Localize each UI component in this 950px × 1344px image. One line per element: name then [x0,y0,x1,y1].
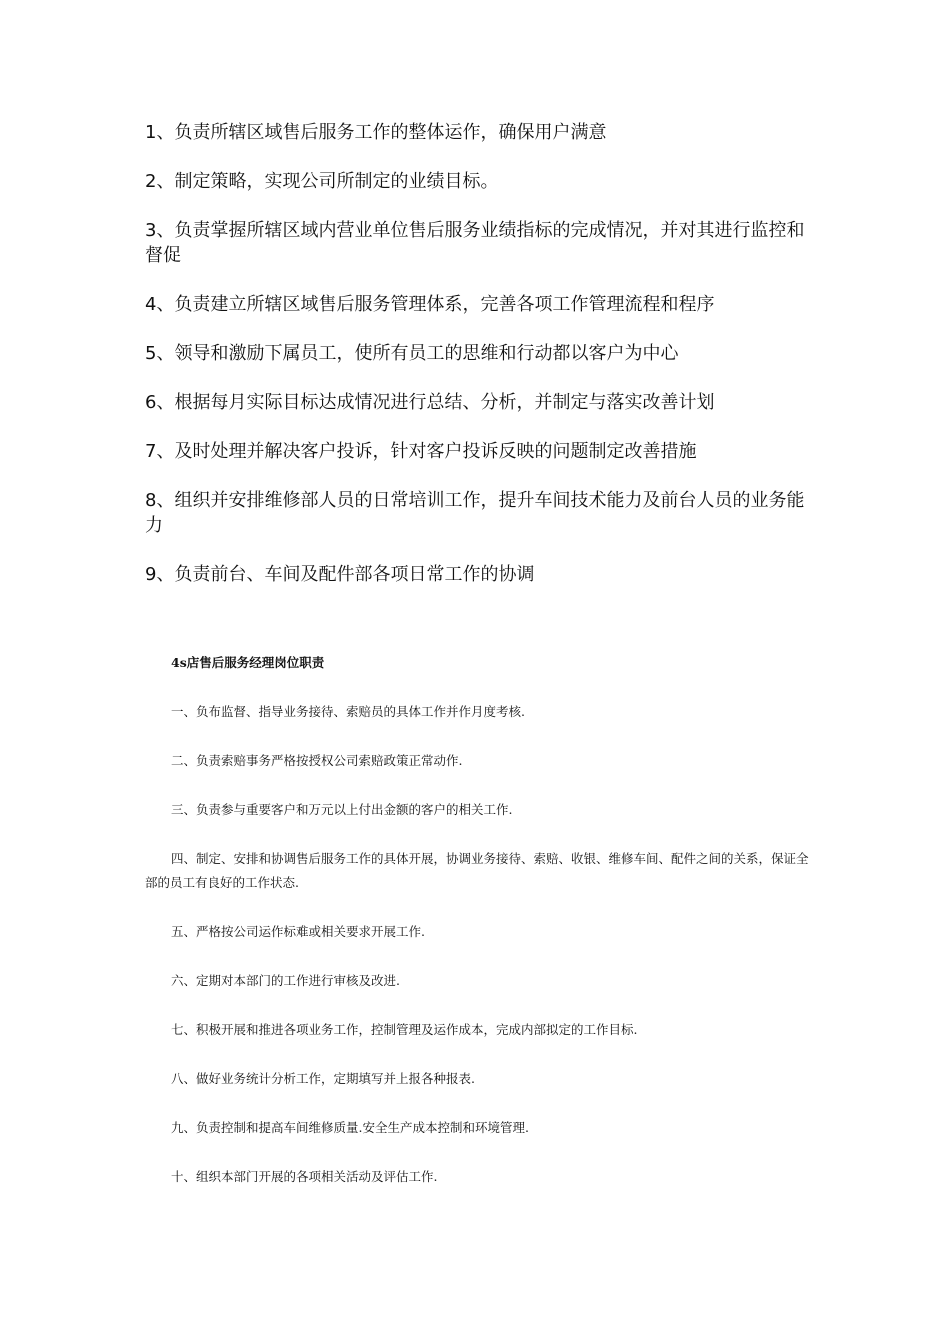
list-item: 3、负责掌握所辖区域内营业单位售后服务业绩指标的完成情况，并对其进行监控和督促 [145,220,805,266]
list-item: 七、积极开展和推进各项业务工作，控制管理及运作成本，完成内部拟定的工作目标. [171,1022,638,1037]
list-item: 5、领导和激励下属员工，使所有员工的思维和行动都以客户为中心 [145,343,679,364]
list-item: 四、制定、安排和协调售后服务工作的具体开展，协调业务接待、索赔、收银、维修车间、配件之间的关系，保证全部的员工有良好的工作状态. [145,851,809,890]
list-item: 4、负责建立所辖区域售后服务管理体系，完善各项工作管理流程和程序 [145,294,715,315]
responsibility-list-primary [145,120,815,611]
list-item: 1、负责所辖区域售后服务工作的整体运作，确保用户满意 [145,122,607,143]
list-item: 五、严格按公司运作标难或相关要求开展工作. [171,924,425,939]
list-item: 7、及时处理并解决客户投诉，针对客户投诉反映的问题制定改善措施 [145,441,697,462]
job-duties-list [145,700,815,1189]
list-item: 6、根据每月实际目标达成情况进行总结、分析，并制定与落实改善计划 [145,392,715,413]
list-item: 2、制定策略，实现公司所制定的业绩目标。 [145,171,499,192]
list-item: 二、负责索赔事务严格按授权公司索赔政策正常动作. [171,753,463,768]
list-item: 8、组织并安排维修部人员的日常培训工作，提升车间技术能力及前台人员的业务能力 [145,490,805,536]
section-heading: 4s店售后服务经理岗位职责 [171,655,325,670]
list-item: 一、负布监督、指导业务接待、索赔员的具体工作并作月度考核. [171,704,525,719]
list-item: 9、负责前台、车间及配件部各项日常工作的协调 [145,564,535,585]
list-item: 八、做好业务统计分析工作，定期填写并上报各种报表. [171,1071,475,1086]
list-item: 十、组织本部门开展的各项相关活动及评估工作. [171,1169,438,1184]
list-item: 三、负责参与重要客户和万元以上付出金额的客户的相关工作. [171,802,513,817]
job-duties-section [145,651,815,1214]
list-item: 六、定期对本部门的工作进行审核及改进. [171,973,400,988]
list-item: 九、负责控制和提高车间维修质量.安全生产成本控制和环境管理. [171,1120,529,1135]
